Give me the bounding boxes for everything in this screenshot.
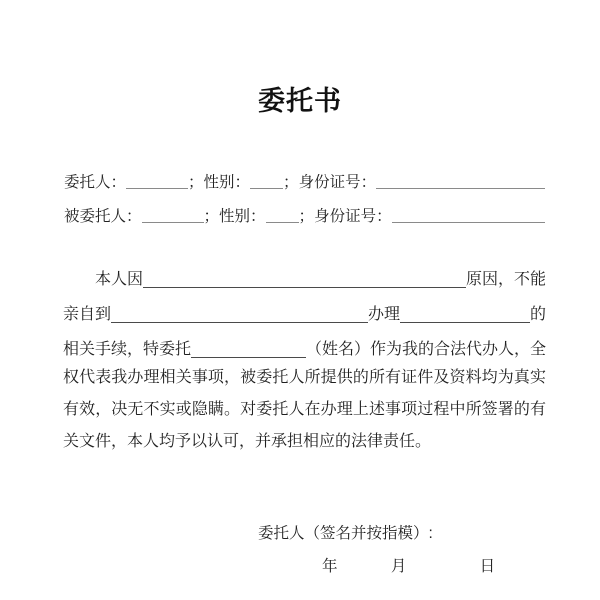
body-text: 亲自到 (63, 306, 112, 324)
agent-label: 被委托人： (64, 208, 142, 226)
separator: ； (283, 174, 299, 192)
body-line-1 (63, 257, 546, 292)
reason-blank (143, 287, 466, 288)
principal-name-blank (126, 188, 188, 189)
body-text: 本人因 (95, 271, 144, 289)
principal-gender-blank (250, 188, 283, 189)
principal-id-blank (376, 188, 545, 189)
body-text: 相关手续，特委托 (63, 341, 192, 359)
body-line-5: 有效，决无不实或隐瞒。对委托人在办理上述事项过程中所签署的有 (63, 401, 546, 418)
matter-blank (400, 322, 530, 323)
agent-name-blank (142, 222, 204, 223)
agent-gender-label: 性别： (219, 208, 266, 226)
agent-row (64, 194, 545, 228)
document-title: 委托书 (258, 86, 342, 116)
agent-id-blank (392, 222, 545, 223)
principal-id-label: 身份证号： (298, 174, 377, 192)
date-line (322, 554, 495, 576)
agent-id-label: 身份证号： (314, 208, 392, 226)
year-label: 年 (322, 558, 338, 575)
separator: ； (203, 208, 220, 226)
agent-gender-blank (266, 222, 299, 223)
separator: ； (188, 174, 204, 192)
body-text: 原因，不能 (465, 271, 546, 289)
body-text: 的 (529, 306, 546, 324)
body-line-3 (63, 327, 546, 362)
separator: ； (298, 208, 315, 226)
place-blank (111, 322, 368, 323)
body-text: （姓名）作为我的合法代办人，全 (306, 341, 547, 359)
body-line-4: 权代表我办理相关事项，被委托人所提供的所有证件及资料均为真实 (63, 369, 546, 386)
body-line-2 (63, 292, 546, 327)
agent-name-inline-blank (191, 357, 306, 358)
party-info-section (64, 160, 545, 228)
body-line-6: 关文件，本人均予以认可，并承担相应的法律责任。 (63, 433, 432, 450)
principal-label: 委托人： (64, 174, 127, 192)
principal-gender-label: 性别： (203, 174, 251, 192)
day-label: 日 (479, 558, 496, 575)
principal-row (64, 160, 545, 194)
body-paragraph (63, 257, 546, 458)
body-text: 办理 (367, 306, 400, 324)
signature-label: 委托人（签名并按指模）: (258, 525, 433, 542)
month-label: 月 (390, 558, 407, 575)
